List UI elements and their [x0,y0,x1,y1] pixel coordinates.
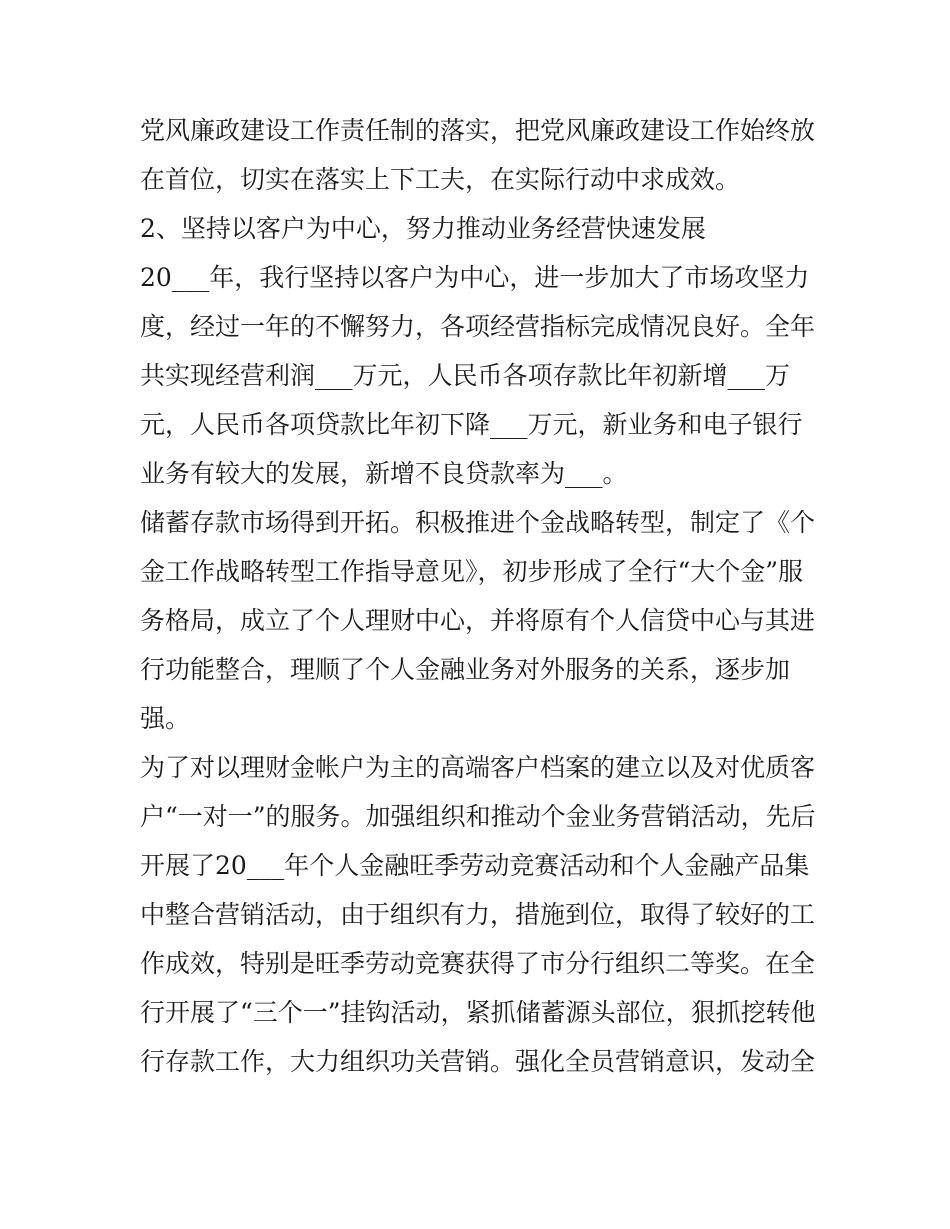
text-line: 元，人民币各项贷款比年初下降___万元，新业务和电子银行 [140,410,803,439]
text-line: 务格局，成立了个人理财中心，并将原有个人信贷中心与其进 [140,606,816,635]
text-line: 强。 [140,704,191,733]
text-line: 中整合营销活动，由于组织有力，措施到位，取得了较好的工 [140,900,816,929]
text-line: 业务有较大的发展，新增不良贷款率为___。 [140,459,628,488]
text-line: 储蓄存款市场得到开拓。积极推进个金战略转型，制定了《个 [140,508,816,537]
section-heading: 2、坚持以客户为中心，努力推动业务经营快速发展 [140,214,706,243]
text-line: 行功能整合，理顺了个人金融业务对外服务的关系，逐步加 [140,655,791,684]
text-line: 度，经过一年的不懈努力，各项经营指标完成情况良好。全年 [140,312,816,341]
text-line: 户“一对一”的服务。加强组织和推动个金业务营销活动，先后 [140,802,816,831]
text-line: 共实现经营利润___万元，人民币各项存款比年初新增___万 [140,361,791,390]
text-line: 作成效，特别是旺季劳动竞赛获得了市分行组织二等奖。在全 [140,949,816,978]
text-line: 在首位，切实在落实上下工夫，在实际行动中求成效。 [140,165,741,194]
text-line: 开展了20___年个人金融旺季劳动竞赛活动和个人金融产品集 [140,851,810,880]
text-line: 行开展了“三个一”挂钩活动，紧抓储蓄源头部位，狠抓挖转他 [140,998,816,1027]
text-line: 行存款工作，大力组织功关营销。强化全员营销意识，发动全 [140,1047,816,1076]
document-body [140,106,830,1086]
text-line: 党风廉政建设工作责任制的落实，把党风廉政建设工作始终放 [140,116,816,145]
text-line: 为了对以理财金帐户为主的高端客户档案的建立以及对优质客 [140,753,816,782]
text-line: 20___年，我行坚持以客户为中心，进一步加大了市场攻坚力 [140,263,810,292]
text-line: 金工作战略转型工作指导意见》，初步形成了全行“大个金”服 [140,557,804,586]
